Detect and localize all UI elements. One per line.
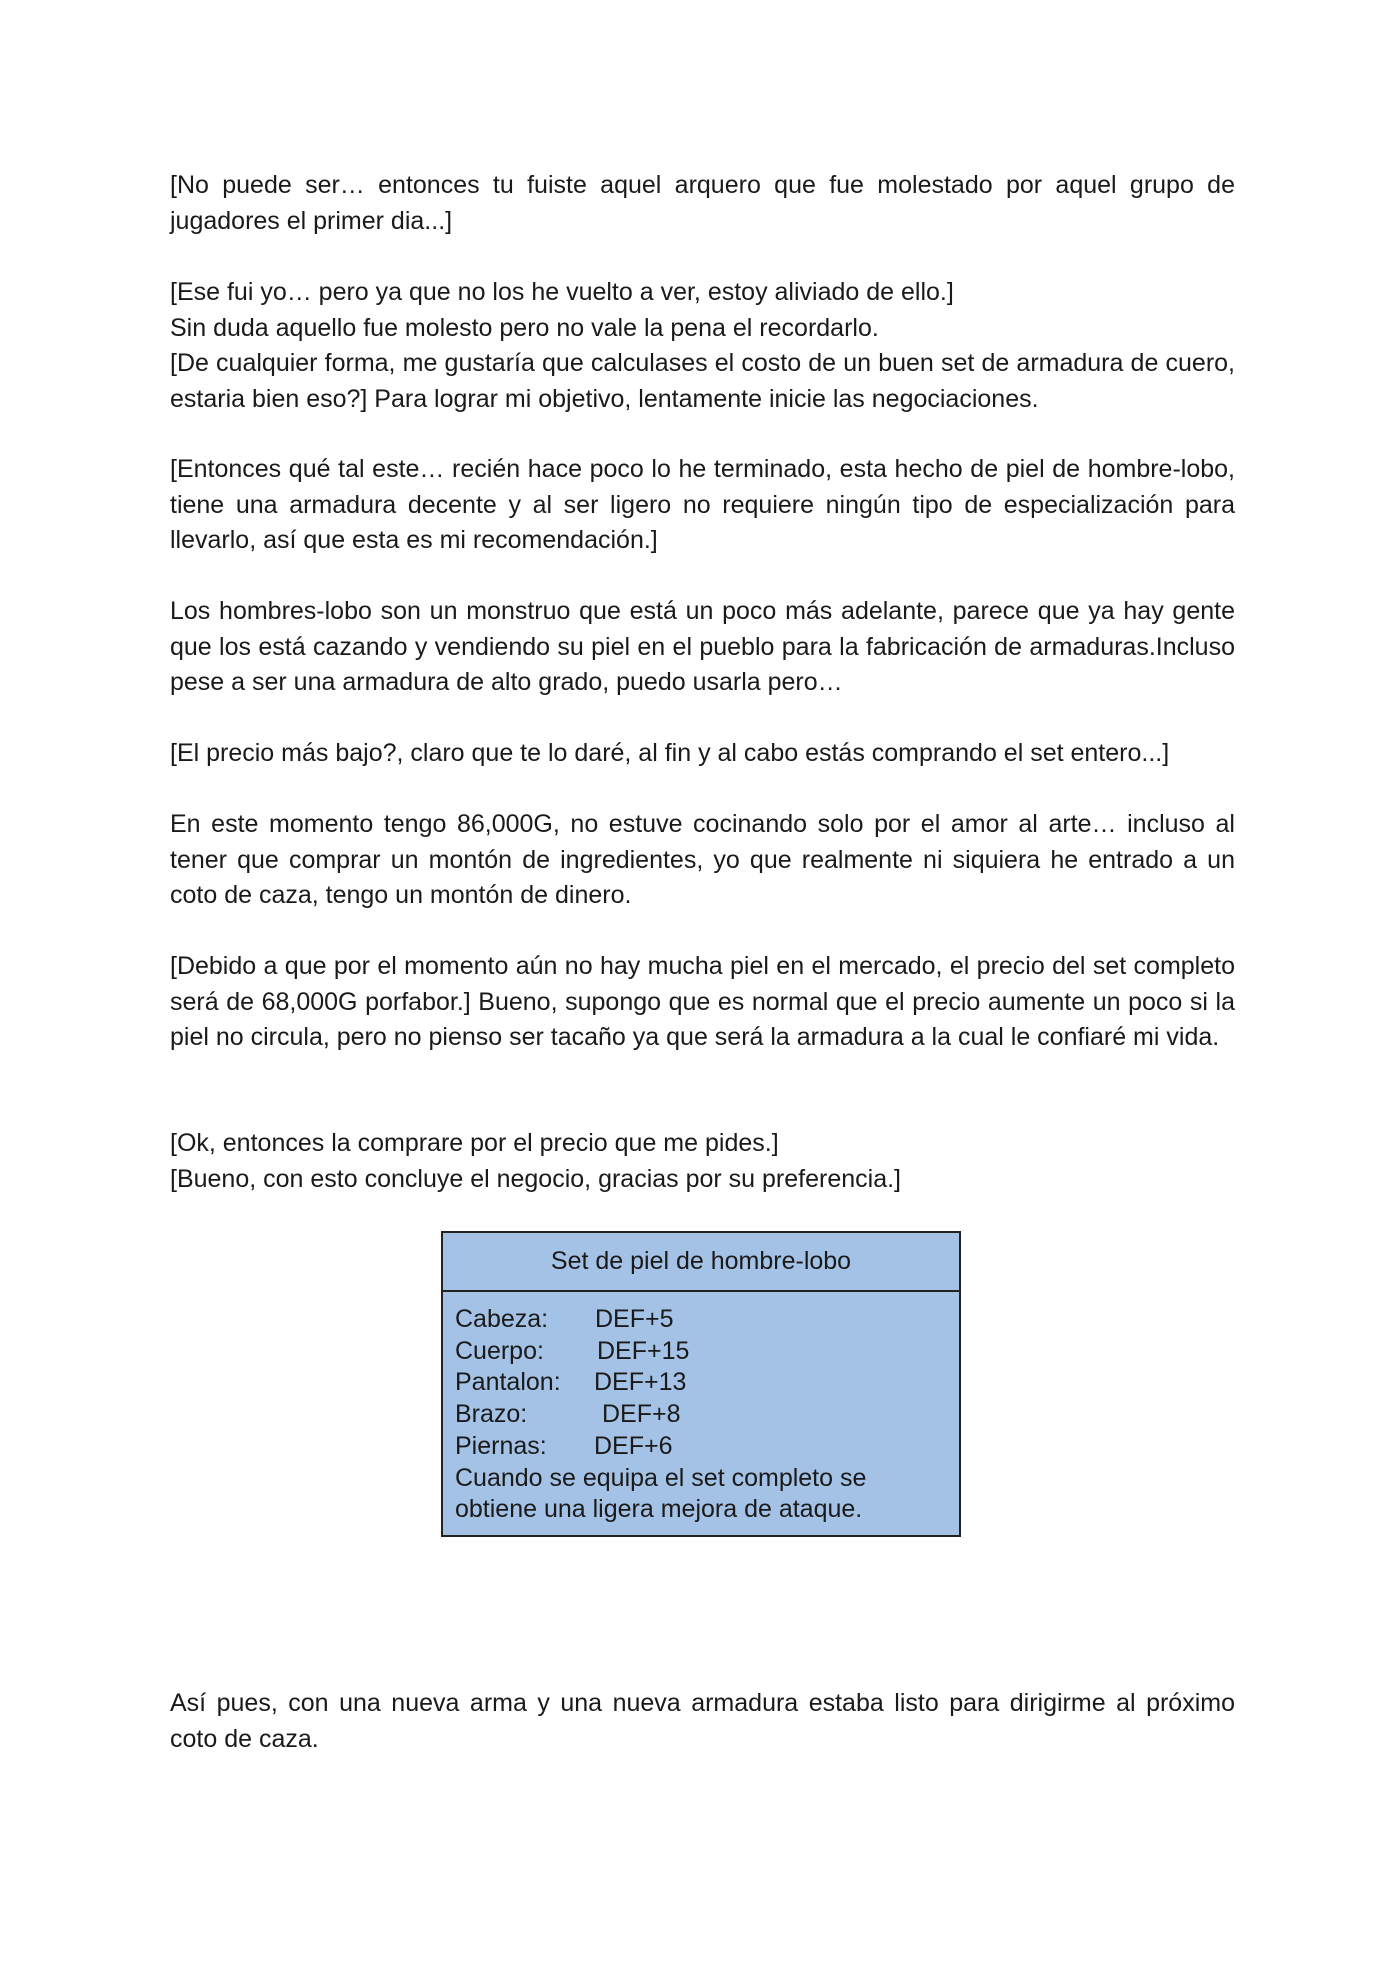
stat-label: Pantalon: [455, 1368, 561, 1397]
stat-label: Piernas: [455, 1431, 547, 1460]
stat-row-head [455, 1304, 959, 1336]
paragraph-line: [Ese fui yo… pero ya que no los he vuelto a ver, estoy aliviado de ello.] [170, 278, 954, 306]
stat-row-arm [455, 1399, 959, 1431]
paragraph-line: [Ok, entonces la comprare por el precio que me pides.] [170, 1129, 779, 1157]
stat-row-legs [455, 1431, 959, 1463]
paragraph-line: [El precio más bajo?, claro que te lo daré, al fin y al cabo estás comprando el set entero...] [170, 739, 1170, 767]
set-bonus-note: Cuando se equipa el set completo se obtiene una ligera mejora de ataque. [455, 1463, 867, 1524]
item-stats-box [441, 1231, 961, 1537]
paragraph-8 [170, 1126, 1235, 1197]
paragraph-5 [170, 736, 1235, 772]
stat-value: DEF+5 [595, 1305, 674, 1333]
stat-label: Cuerpo: [455, 1336, 544, 1365]
item-stats-title: Set de piel de hombre-lobo [443, 1233, 959, 1292]
paragraph-line: [Bueno, con esto concluye el negocio, gracias por su preferencia.] [170, 1164, 901, 1193]
paragraph-9 [170, 1686, 1235, 1757]
stat-value: DEF+8 [602, 1400, 681, 1429]
stat-row-pants [455, 1367, 959, 1399]
stat-row-body [455, 1336, 959, 1368]
paragraph-6 [170, 807, 1235, 914]
paragraph-2 [170, 275, 1235, 417]
paragraph-7 [170, 949, 1235, 1056]
paragraph-line: [No puede ser… entonces tu fuiste aquel arquero que fue molestado por aquel grupo de jugadores el primer dia...] [170, 171, 1235, 235]
stat-value: DEF+15 [597, 1336, 690, 1365]
stat-label: Brazo: [455, 1400, 528, 1429]
stat-label: Cabeza: [455, 1305, 549, 1333]
paragraph-3 [170, 452, 1235, 559]
item-stats-body [443, 1292, 959, 1526]
paragraph-4 [170, 594, 1235, 701]
paragraph-line: En este momento tengo 86,000G, no estuve cocinando solo por el amor al arte… incluso al tener que comprar un montón de ingredientes, yo que realmente ni siquiera he entrado a un coto de caza, tengo un montón de dinero. [170, 810, 1235, 909]
paragraph-line: [Debido a que por el momento aún no hay mucha piel en el mercado, el precio del set completo será de 68,000G porfabor.] Bueno, supongo que es normal que el precio aumente un poco si la piel no circula, pero no pienso ser tacaño ya que será la armadura a la cual le confiaré mi vida. [170, 952, 1235, 1051]
stat-value: DEF+6 [594, 1431, 673, 1460]
paragraph-line: [Entonces qué tal este… recién hace poco lo he terminado, esta hecho de piel de hombre-lobo, tiene una armadura decente y al ser ligero no requiere ningún tipo de especialización para llevarlo, así que esta es mi recomendación.] [170, 455, 1235, 554]
paragraph-1 [170, 168, 1235, 239]
paragraph-line: Así pues, con una nueva arma y una nueva armadura estaba listo para dirigirme al próximo coto de caza. [170, 1689, 1235, 1753]
stat-value: DEF+13 [594, 1368, 687, 1397]
paragraph-line: [De cualquier forma, me gustaría que calculases el costo de un buen set de armadura de cuero, estaria bien eso?] Para lograr mi objetivo, lentamente inicie las negociaciones. [170, 349, 1235, 413]
paragraph-line: Los hombres-lobo son un monstruo que está un poco más adelante, parece que ya hay gente que los está cazando y vendiendo su piel en el pueblo para la fabricación de armaduras.Incluso pese a ser una armadura de alto grado, puedo usarla pero… [170, 597, 1235, 696]
paragraph-line: Sin duda aquello fue molesto pero no vale la pena el recordarlo. [170, 313, 879, 342]
